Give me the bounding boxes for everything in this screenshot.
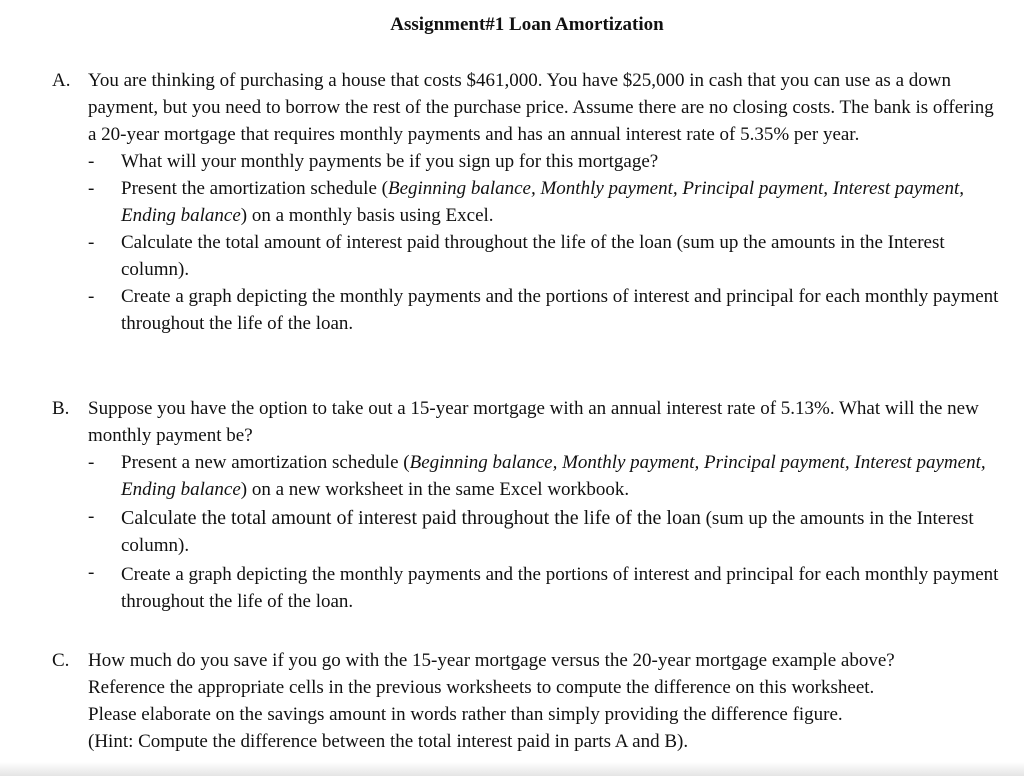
section-c	[52, 647, 1002, 755]
bullet-dash: -	[88, 562, 95, 583]
bullet-text: Calculate the total amount of interest paid throughout the life of the loan (sum up the amounts in the Interest column).	[121, 232, 945, 280]
section-b-letter: B.	[52, 398, 70, 419]
section-a-bullets	[52, 148, 1002, 337]
section-a-paragraph: You are thinking of purchasing a house that costs $461,000. You have $25,000 in cash that you can use as a down payment, but you need to borrow the rest of the purchase price. Assume there are no closing costs. The bank is offering a 20-year mortgage that requires monthly payments and has an annual interest rate of 5.35% per year.	[88, 70, 994, 145]
bullet-text-pre: Present the amortization schedule (	[121, 178, 388, 199]
section-b-bullet-1	[52, 449, 1002, 503]
bullet-dash: -	[88, 178, 95, 199]
section-a	[52, 67, 1002, 337]
bullet-dash: -	[88, 232, 95, 253]
section-a-bullet-2	[52, 175, 1002, 229]
section-b-bullet-3	[52, 559, 1002, 615]
bullet-text-italic: Beginning balance, Monthly payment, Principal payment, Interest payment, Ending balance	[121, 452, 986, 500]
section-b-paragraph: Suppose you have the option to take out a 15-year mortgage with an annual interest rate of 5.13%. What will the new monthly payment be?	[88, 398, 979, 446]
bullet-dash: -	[88, 151, 95, 172]
section-a-letter: A.	[52, 70, 71, 91]
section-c-line-1: How much do you save if you go with the 15-year mortgage versus the 20-year mortgage example above?	[88, 650, 895, 671]
bullet-dash: -	[88, 286, 95, 307]
bullet-text-post: ) on a monthly basis using Excel.	[240, 205, 494, 226]
bullet-text-italic: Beginning balance, Monthly payment, Principal payment, Interest payment, Ending balance	[121, 178, 964, 226]
section-a-bullet-1	[52, 148, 1002, 175]
bullet-dash: -	[88, 506, 95, 527]
section-b	[52, 395, 1002, 615]
section-c-line-3: Please elaborate on the savings amount in words rather than simply providing the difference figure.	[88, 704, 843, 725]
bullet-text-post: ) on a new worksheet in the same Excel workbook.	[240, 479, 630, 500]
bullet-text-rest: (sum up the amounts in the Interest column).	[121, 508, 974, 556]
section-b-bullet-2	[52, 503, 1002, 559]
bullet-text-pre: Present a new amortization schedule (	[121, 452, 410, 473]
bullet-text: Create a graph depicting the monthly payments and the portions of interest and principal for each monthly payment throughout the life of the loan.	[121, 286, 999, 334]
section-a-bullet-3	[52, 229, 1002, 283]
bullet-text-large: Calculate the total amount of interest paid throughout the life of the loan	[121, 507, 701, 529]
bullet-text: What will your monthly payments be if you sign up for this mortgage?	[121, 151, 659, 172]
section-c-paragraph	[88, 647, 1002, 755]
bullet-text: Create a graph depicting the monthly payments and the portions of interest and principal for each monthly payment throughout the life of the loan.	[121, 564, 999, 612]
section-b-bullets	[52, 449, 1002, 615]
bottom-shadow	[0, 762, 1024, 776]
document-title: Assignment#1 Loan Amortization	[390, 14, 664, 35]
bullet-dash: -	[88, 452, 95, 473]
section-c-line-4: (Hint: Compute the difference between the total interest paid in parts A and B).	[88, 731, 689, 752]
section-c-letter: C.	[52, 650, 70, 671]
section-a-bullet-4	[52, 283, 1002, 337]
section-c-line-2: Reference the appropriate cells in the previous worksheets to compute the difference on this worksheet.	[88, 677, 875, 698]
